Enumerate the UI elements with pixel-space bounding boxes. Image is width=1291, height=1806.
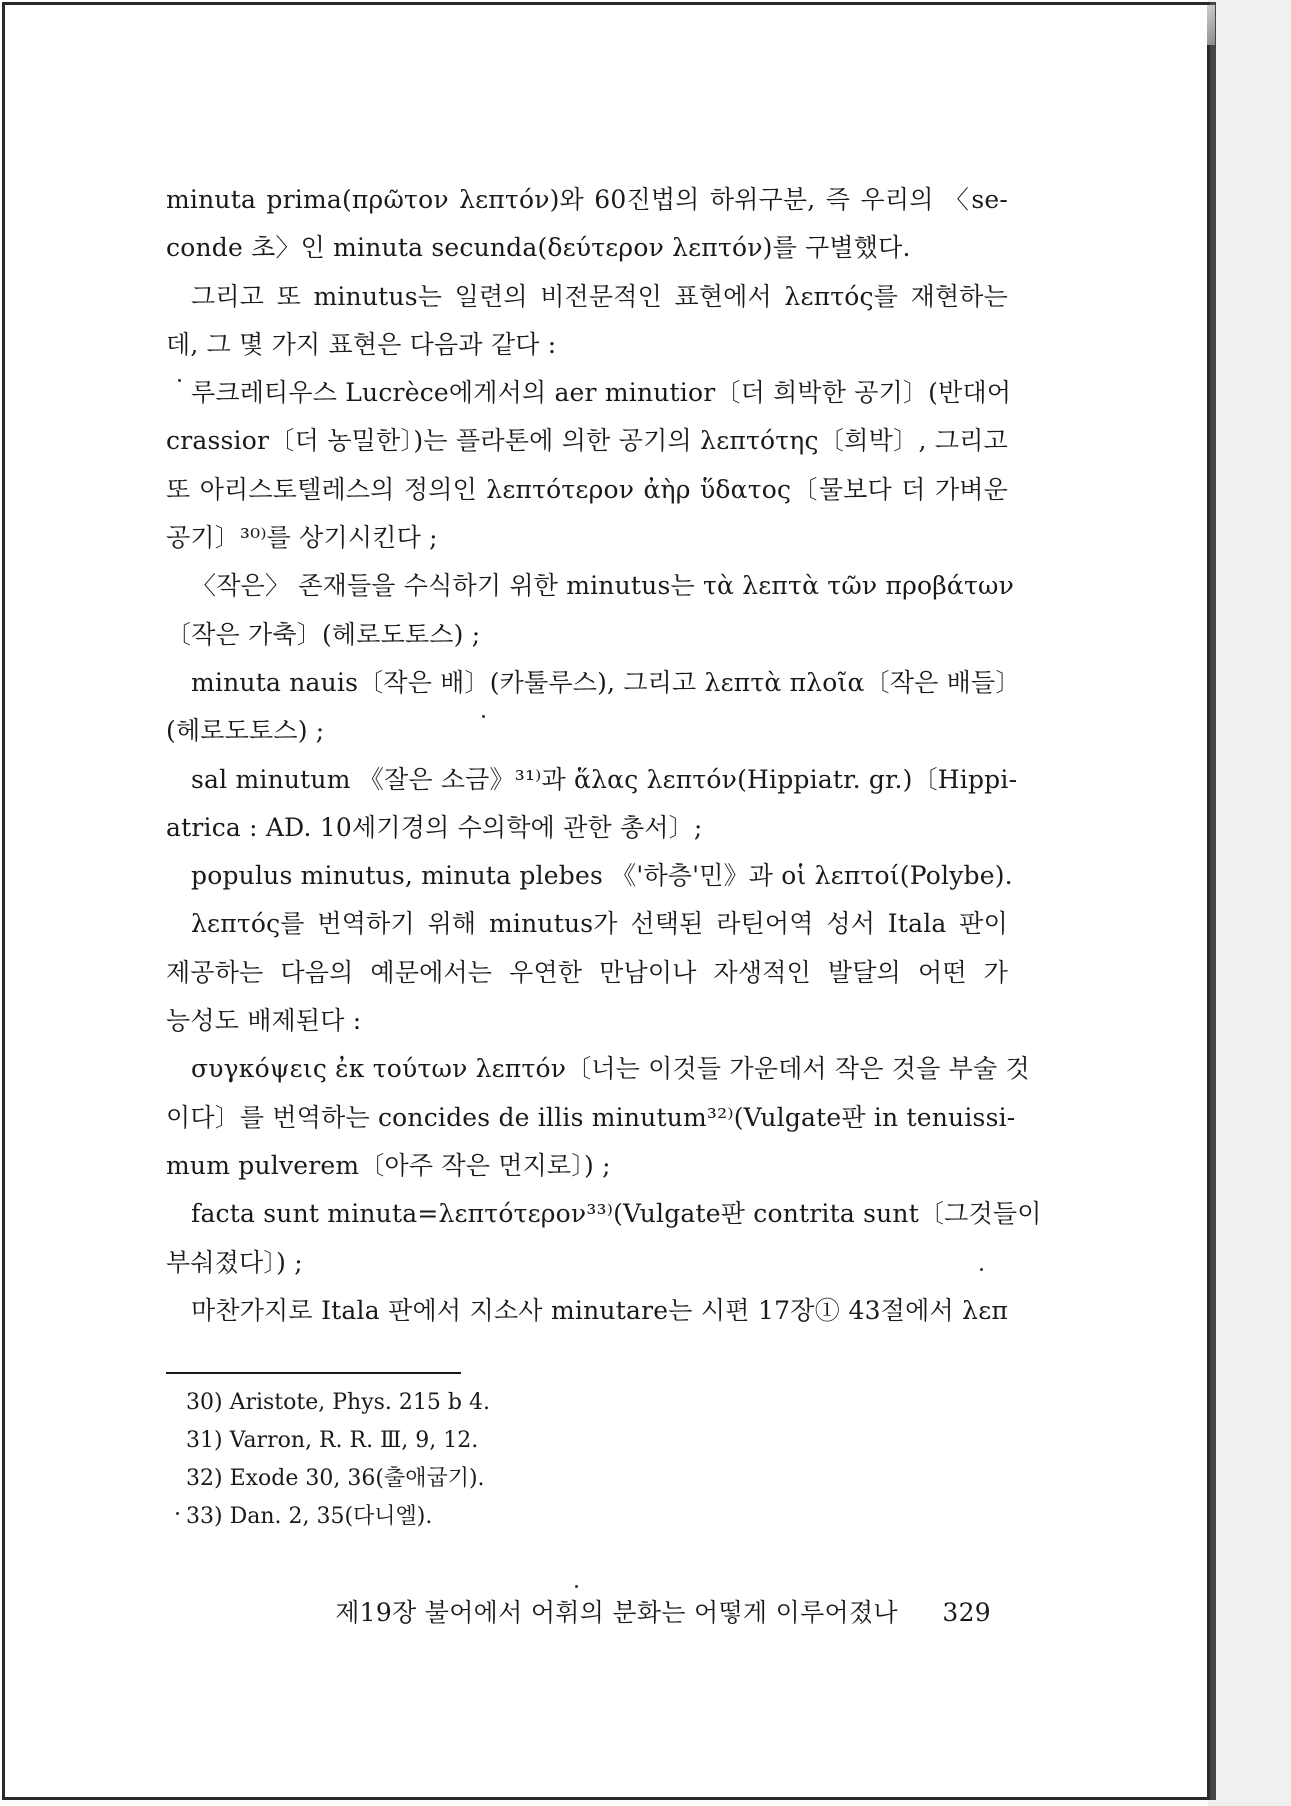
body-line: 제공하는 다음의 예문에서는 우연한 만남이나 자생적인 발달의 어떤 가 [166,957,1008,987]
running-footer [325,1593,991,1633]
body-line: mum pulverem〔아주 작은 먼지로〕) ; [166,1150,611,1180]
body-line: 〔작은 가축〕(헤로도토스) ; [166,619,481,649]
body-line: crassior〔더 농밀한〕)는 플라톤에 의한 공기의 λεπτότης〔희박〕, 그리고 [166,426,1008,456]
viewer-background [1208,0,1291,1806]
page-number: 329 [942,1598,991,1627]
body-text [166,176,1042,1335]
running-title: 제19장 불어에서 어휘의 분화는 어떻게 이루어졌나 [335,1598,898,1627]
body-line: 능성도 배제된다 : [166,1006,362,1036]
body-line: 부숴졌다〕) ; [166,1247,303,1277]
body-line: populus minutus, minuta plebes 《'하층'민》과 οἱ λεπτοί(Polybe). [191,861,1013,891]
body-line: sal minutum 《잘은 소금》³¹⁾과 ἅλας λεπτόν(Hippiatr. gr.)〔Hippi- [191,764,1018,794]
body-line: λεπτός를 번역하기 위해 minutus가 선택된 라틴어역 성서 Itala 판이 [191,909,1008,939]
body-line: 데, 그 몇 가지 표현은 다음과 같다 : [166,329,557,359]
body-line: 마찬가지로 Itala 판에서 지소사 minutare는 시편 17장① 43절에서 λεπ [191,1295,1008,1325]
scan-speck [178,379,181,382]
footnote: 31) Varron, R. R. Ⅲ, 9, 12. [186,1428,479,1453]
body-line: minuta prima(πρῶτον λεπτόν)와 60진법의 하위구분, 즉 우리의 〈se- [166,185,1008,214]
footnote-divider [166,1372,461,1374]
scan-speck [575,1585,578,1588]
scan-speck [176,1512,179,1515]
body-line: 이다〕를 번역하는 concides de illis minutum³²⁾(Vulgate판 in tenuissi- [166,1102,1016,1132]
body-line: 〈작은〉 존재들을 수식하기 위한 minutus는 τὰ λεπτὰ τῶν προβάτων [191,571,1015,601]
scan-speck [980,1268,983,1271]
footnote: 30) Aristote, Phys. 215 b 4. [186,1390,490,1415]
scan-speck [482,715,485,718]
page-edge [1207,5,1215,45]
body-line: minuta nauis〔작은 배〕(카툴루스), 그리고 λεπτὰ πλοῖα〔작은 배들〕 [191,667,1021,697]
body-line: συγκόψεις ἐκ τούτων λεπτόν〔너는 이것들 가운데서 작은 것을 부술 것 [191,1054,1030,1084]
body-line: conde 초〉인 minuta secunda(δεύτερον λεπτόν)를 구별했다. [166,233,911,263]
body-line: 루크레티우스 Lucrèce에게서의 aer minutior〔더 희박한 공기〕(반대어 [191,378,1012,408]
body-line: (헤로도토스) ; [166,716,325,746]
footnote: 33) Dan. 2, 35(다니엘). [186,1504,433,1529]
body-line: 또 아리스토텔레스의 정의인 λεπτότερον ἀὴρ ὕδατος〔물보다 더 가벼운 [166,474,1008,504]
body-line: 그리고 또 minutus는 일련의 비전문적인 표현에서 λεπτός를 재현하는 [191,281,1008,311]
body-line: 공기〕³⁰⁾를 상기시킨다 ; [166,523,438,553]
body-line: facta sunt minuta=λεπτότερον³³⁾(Vulgate판 contrita sunt〔그것들이 [191,1199,1042,1229]
footnotes [186,1384,786,1536]
footnote: 32) Exode 30, 36(출애굽기). [186,1466,485,1491]
body-line: atrica : AD. 10세기경의 수의학에 관한 총서〕; [166,812,703,842]
